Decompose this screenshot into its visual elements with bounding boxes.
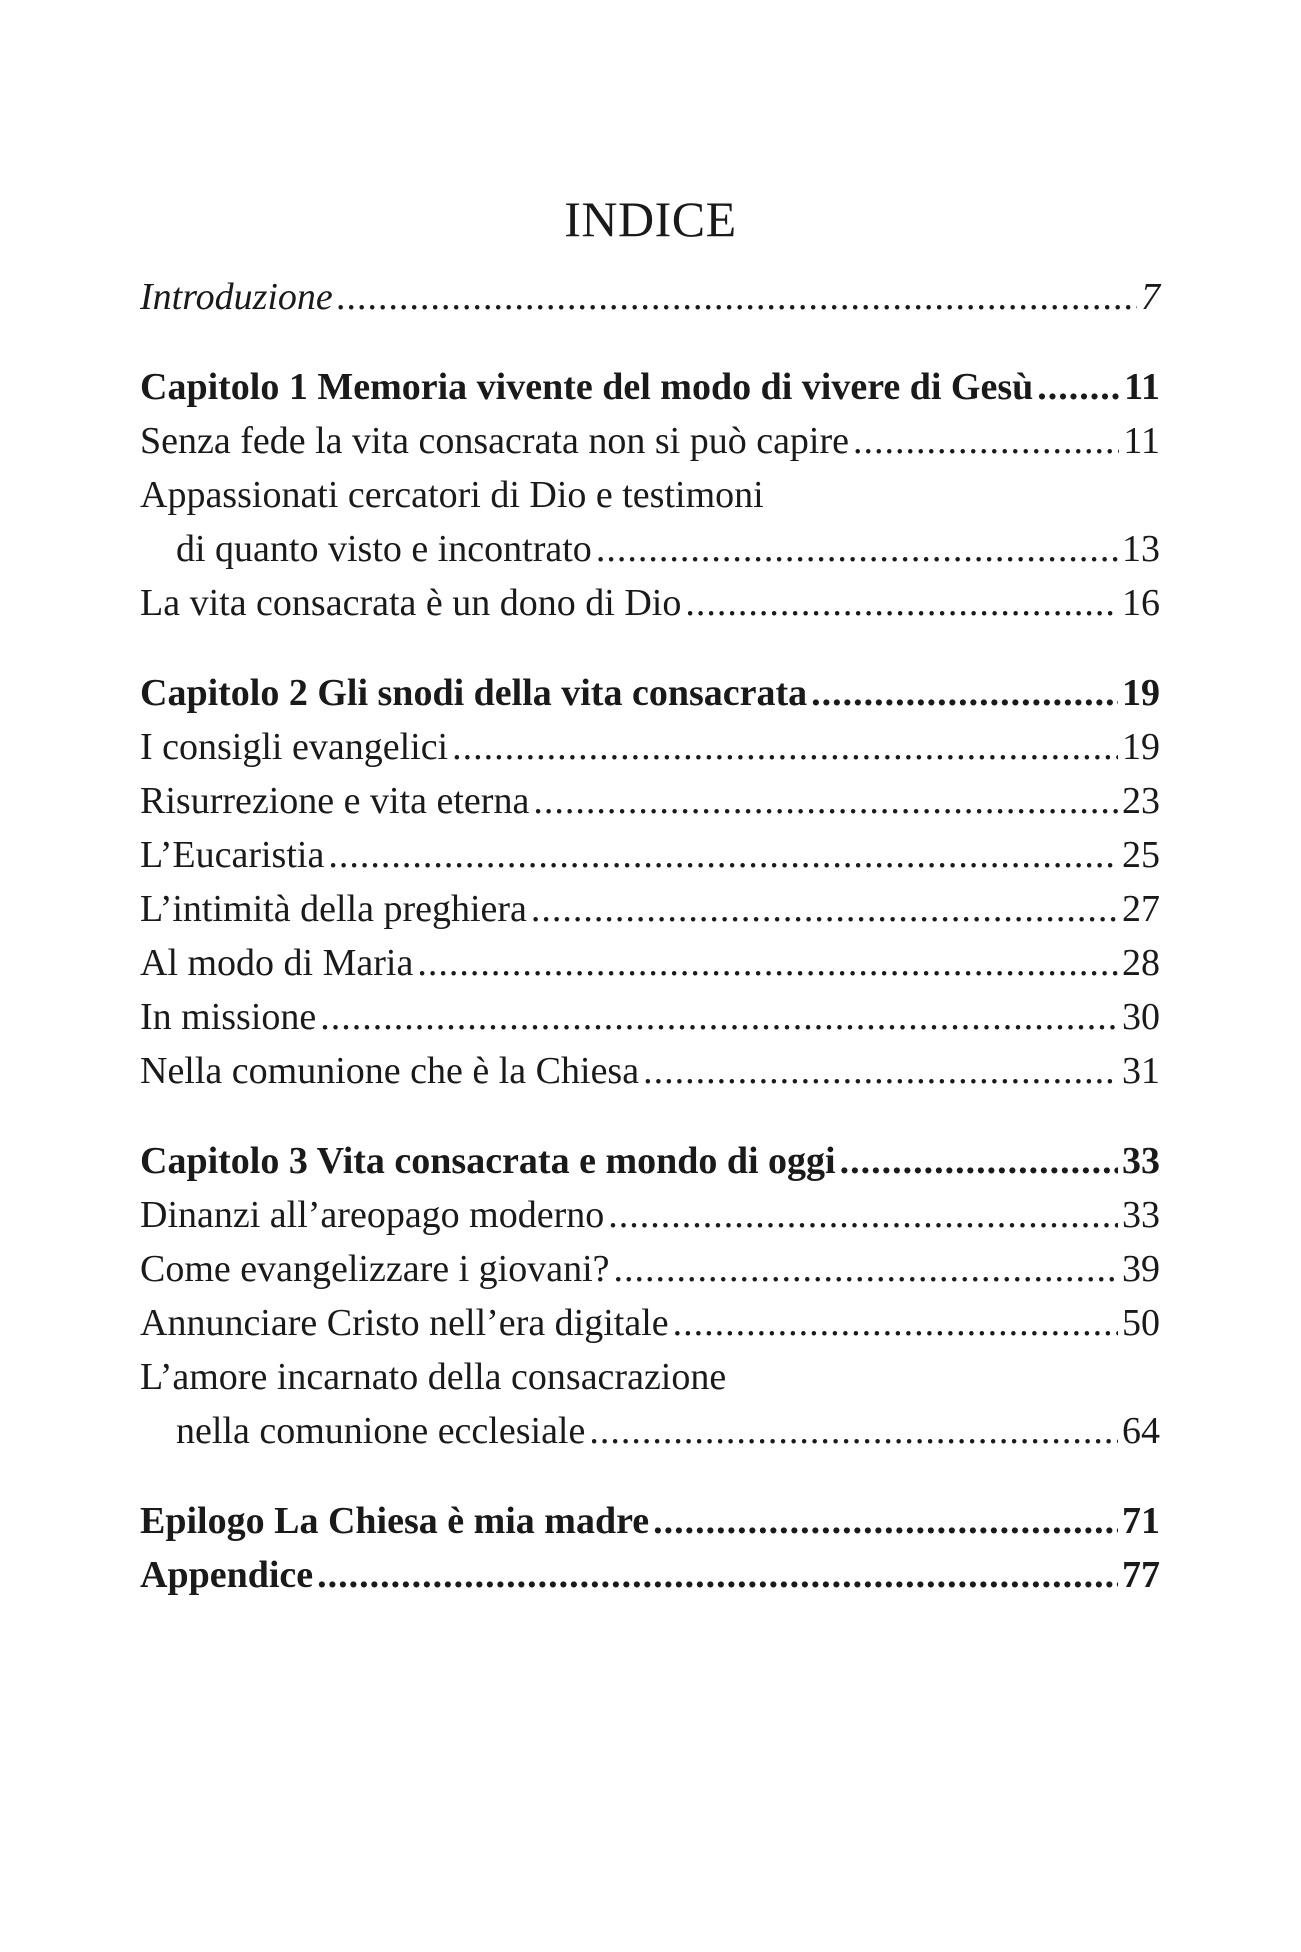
toc-entry-label: I consigli evangelici xyxy=(140,726,449,768)
toc-entry-section[interactable] xyxy=(140,774,1160,828)
dot-leader xyxy=(685,576,1118,630)
toc-entry-chapter-2[interactable] xyxy=(140,666,1160,720)
toc-entry-label: Annunciare Cristo nell’era digitale xyxy=(140,1302,669,1344)
toc-entry-label: Al modo di Maria xyxy=(140,942,414,984)
toc-entry-label: Introduzione xyxy=(140,276,333,318)
table-of-contents xyxy=(140,270,1160,1602)
toc-entry-epilogue[interactable] xyxy=(140,1494,1160,1548)
toc-entry-label: In missione xyxy=(140,996,317,1038)
toc-page-number: 11 xyxy=(1123,420,1160,462)
toc-page-number: 16 xyxy=(1122,582,1160,624)
toc-entry-section[interactable] xyxy=(140,720,1160,774)
toc-entry-section[interactable] xyxy=(140,414,1160,468)
toc-page-number: 23 xyxy=(1122,780,1160,822)
toc-page-number: 11 xyxy=(1124,366,1160,408)
toc-entry-label: Capitolo 3 Vita consacrata e mondo di oggi xyxy=(140,1140,836,1182)
dot-leader xyxy=(452,720,1118,774)
toc-entry-label: Dinanzi all’areopago moderno xyxy=(140,1194,605,1236)
toc-page-number: 28 xyxy=(1122,942,1160,984)
toc-page-number: 30 xyxy=(1122,996,1160,1038)
toc-entry-section[interactable] xyxy=(140,882,1160,936)
toc-entry-label: Come evangelizzare i giovani? xyxy=(140,1248,610,1290)
toc-entry-label: Senza fede la vita consacrata non si può capire xyxy=(140,420,850,462)
dot-leader xyxy=(337,270,1137,324)
toc-page-number: 64 xyxy=(1122,1410,1160,1452)
toc-entry-label: Capitolo 1 Memoria vivente del modo di vivere di Gesù xyxy=(140,366,1034,408)
dot-leader xyxy=(840,1134,1118,1188)
toc-entry-appendix[interactable] xyxy=(140,1548,1160,1602)
toc-page-number: 39 xyxy=(1122,1248,1160,1290)
toc-page-number: 33 xyxy=(1122,1194,1160,1236)
toc-entry-section[interactable] xyxy=(140,828,1160,882)
dot-leader xyxy=(417,936,1118,990)
toc-entry-label: Capitolo 2 Gli snodi della vita consacrata xyxy=(140,672,808,714)
dot-leader xyxy=(320,990,1118,1044)
toc-page-number: 7 xyxy=(1141,276,1160,318)
toc-entry-section[interactable] xyxy=(140,1188,1160,1242)
toc-entry-chapter-3[interactable] xyxy=(140,1134,1160,1188)
toc-entry-section[interactable] xyxy=(140,1044,1160,1098)
toc-entry-label: Nella comunione che è la Chiesa xyxy=(140,1050,640,1092)
toc-page-number: 13 xyxy=(1122,528,1160,570)
toc-entry-section[interactable] xyxy=(140,1296,1160,1350)
dot-leader xyxy=(317,1548,1118,1602)
dot-leader xyxy=(643,1044,1118,1098)
toc-entry-label: L’intimità della preghiera xyxy=(140,888,527,930)
dot-leader xyxy=(328,828,1118,882)
toc-entry-section[interactable] xyxy=(140,576,1160,630)
toc-entry-label: L’Eucaristia xyxy=(140,834,325,876)
toc-entry-introduction[interactable] xyxy=(140,270,1160,324)
toc-page-number: 50 xyxy=(1122,1302,1160,1344)
toc-entry-section[interactable] xyxy=(140,522,1160,576)
toc-entry-label: Appendice xyxy=(140,1554,314,1596)
toc-entry-chapter-1[interactable] xyxy=(140,360,1160,414)
toc-entry-label: Epilogo La Chiesa è mia madre xyxy=(140,1500,650,1542)
toc-entry-section[interactable] xyxy=(140,990,1160,1044)
toc-entry-label-first-line[interactable]: L’amore incarnato della consacrazione xyxy=(140,1356,727,1398)
toc-page-number: 25 xyxy=(1122,834,1160,876)
toc-entry-section[interactable] xyxy=(140,936,1160,990)
dot-leader xyxy=(653,1494,1118,1548)
page-title: INDICE xyxy=(564,190,737,247)
toc-entry-label: La vita consacrata è un dono di Dio xyxy=(140,582,682,624)
dot-leader xyxy=(614,1242,1118,1296)
toc-entry-label: nella comunione ecclesiale xyxy=(176,1410,586,1452)
dot-leader xyxy=(673,1296,1118,1350)
toc-entry-label: di quanto visto e incontrato xyxy=(176,528,592,570)
dot-leader xyxy=(1037,360,1120,414)
dot-leader xyxy=(608,1188,1118,1242)
toc-page-number: 19 xyxy=(1122,726,1160,768)
toc-entry-section[interactable] xyxy=(140,1242,1160,1296)
toc-page-number: 77 xyxy=(1122,1554,1160,1596)
toc-entry-label: Risurrezione e vita eterna xyxy=(140,780,530,822)
toc-page-number: 27 xyxy=(1122,888,1160,930)
toc-entry-label-first-line[interactable]: Appassionati cercatori di Dio e testimoni xyxy=(140,474,764,516)
dot-leader xyxy=(533,774,1118,828)
toc-page-number: 19 xyxy=(1122,672,1160,714)
dot-leader xyxy=(589,1404,1118,1458)
toc-entry-section[interactable] xyxy=(140,1404,1160,1458)
dot-leader xyxy=(531,882,1118,936)
toc-page-number: 71 xyxy=(1122,1500,1160,1542)
dot-leader xyxy=(853,414,1119,468)
toc-page-number: 31 xyxy=(1122,1050,1160,1092)
dot-leader xyxy=(596,522,1118,576)
toc-page-number: 33 xyxy=(1122,1140,1160,1182)
dot-leader xyxy=(811,666,1118,720)
